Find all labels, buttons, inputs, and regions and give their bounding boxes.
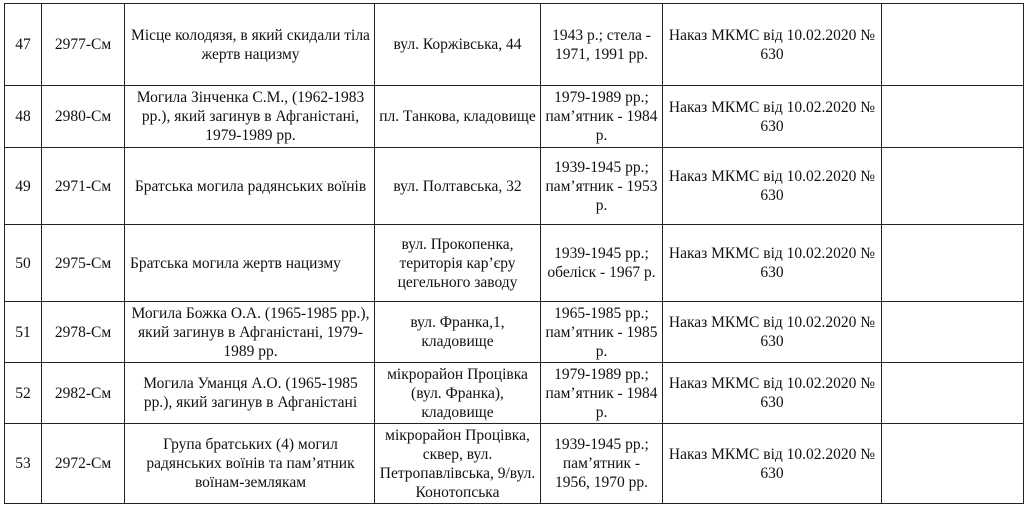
monument-date: 1979-1989 рр.; пам’ятник - 1984 р. [541,363,663,424]
row-number: 52 [5,363,42,424]
monument-date: 1965-1985 рр.; пам’ятник - 1985 р. [541,302,663,363]
monument-address: мікрорайон Процівка (вул. Франка), кладовище [375,363,541,424]
monument-address: вул. Франка,1, кладовище [375,302,541,363]
note-cell [882,148,1024,225]
monument-address: мікрорайон Процівка, сквер, вул. Петропавлівська, 9/вул. Конотопська [375,424,541,504]
table-row [5,302,1024,363]
note-cell [882,424,1024,504]
legal-document: Наказ МКМС від 10.02.2020 № 630 [663,302,882,363]
table-row [5,86,1024,148]
legal-document: Наказ МКМС від 10.02.2020 № 630 [663,363,882,424]
row-number: 47 [5,4,42,86]
protection-code: 2975-См [42,225,125,302]
legal-document: Наказ МКМС від 10.02.2020 № 630 [663,4,882,86]
monument-name: Місце колодязя, в який скидали тіла жертв нацизму [125,4,375,86]
monuments-table [4,3,1024,504]
monument-address: вул. Коржівська, 44 [375,4,541,86]
table-row [5,148,1024,225]
monument-address: вул. Прокопенка, територія кар’єру цегельного заводу [375,225,541,302]
note-cell [882,225,1024,302]
protection-code: 2980-См [42,86,125,148]
monument-address: пл. Танкова, кладовище [375,86,541,148]
protection-code: 2972-См [42,424,125,504]
monument-name: Могила Божка О.А. (1965-1985 рр.), який загинув в Афганістані, 1979-1989 рр. [125,302,375,363]
note-cell [882,302,1024,363]
protection-code: 2982-См [42,363,125,424]
monument-date: 1939-1945 рр.; пам’ятник - 1956, 1970 рр. [541,424,663,504]
row-number: 48 [5,86,42,148]
monument-name: Могила Уманця А.О. (1965-1985 рр.), який загинув в Афганістані [125,363,375,424]
note-cell [882,4,1024,86]
row-number: 51 [5,302,42,363]
monument-date: 1979-1989 рр.; пам’ятник - 1984 р. [541,86,663,148]
table-row [5,225,1024,302]
monument-address: вул. Полтавська, 32 [375,148,541,225]
note-cell [882,86,1024,148]
monument-date: 1939-1945 рр.; пам’ятник - 1953 р. [541,148,663,225]
protection-code: 2971-См [42,148,125,225]
monument-name: Могила Зінченка С.М., (1962-1983 рр.), який загинув в Афганістані, 1979-1989 рр. [125,86,375,148]
row-number: 53 [5,424,42,504]
legal-document: Наказ МКМС від 10.02.2020 № 630 [663,86,882,148]
note-cell [882,363,1024,424]
protection-code: 2978-См [42,302,125,363]
monument-date: 1943 р.; стела - 1971, 1991 рр. [541,4,663,86]
table-row [5,4,1024,86]
legal-document: Наказ МКМС від 10.02.2020 № 630 [663,424,882,504]
protection-code: 2977-См [42,4,125,86]
legal-document: Наказ МКМС від 10.02.2020 № 630 [663,148,882,225]
row-number: 49 [5,148,42,225]
monument-name: Братська могила жертв нацизму [125,225,375,302]
table-row [5,363,1024,424]
row-number: 50 [5,225,42,302]
monument-date: 1939-1945 рр.; обеліск - 1967 р. [541,225,663,302]
monument-name: Група братських (4) могил радянських воїнів та пам’ятник воїнам-землякам [125,424,375,504]
legal-document: Наказ МКМС від 10.02.2020 № 630 [663,225,882,302]
monument-name: Братська могила радянських воїнів [125,148,375,225]
table-row [5,424,1024,504]
